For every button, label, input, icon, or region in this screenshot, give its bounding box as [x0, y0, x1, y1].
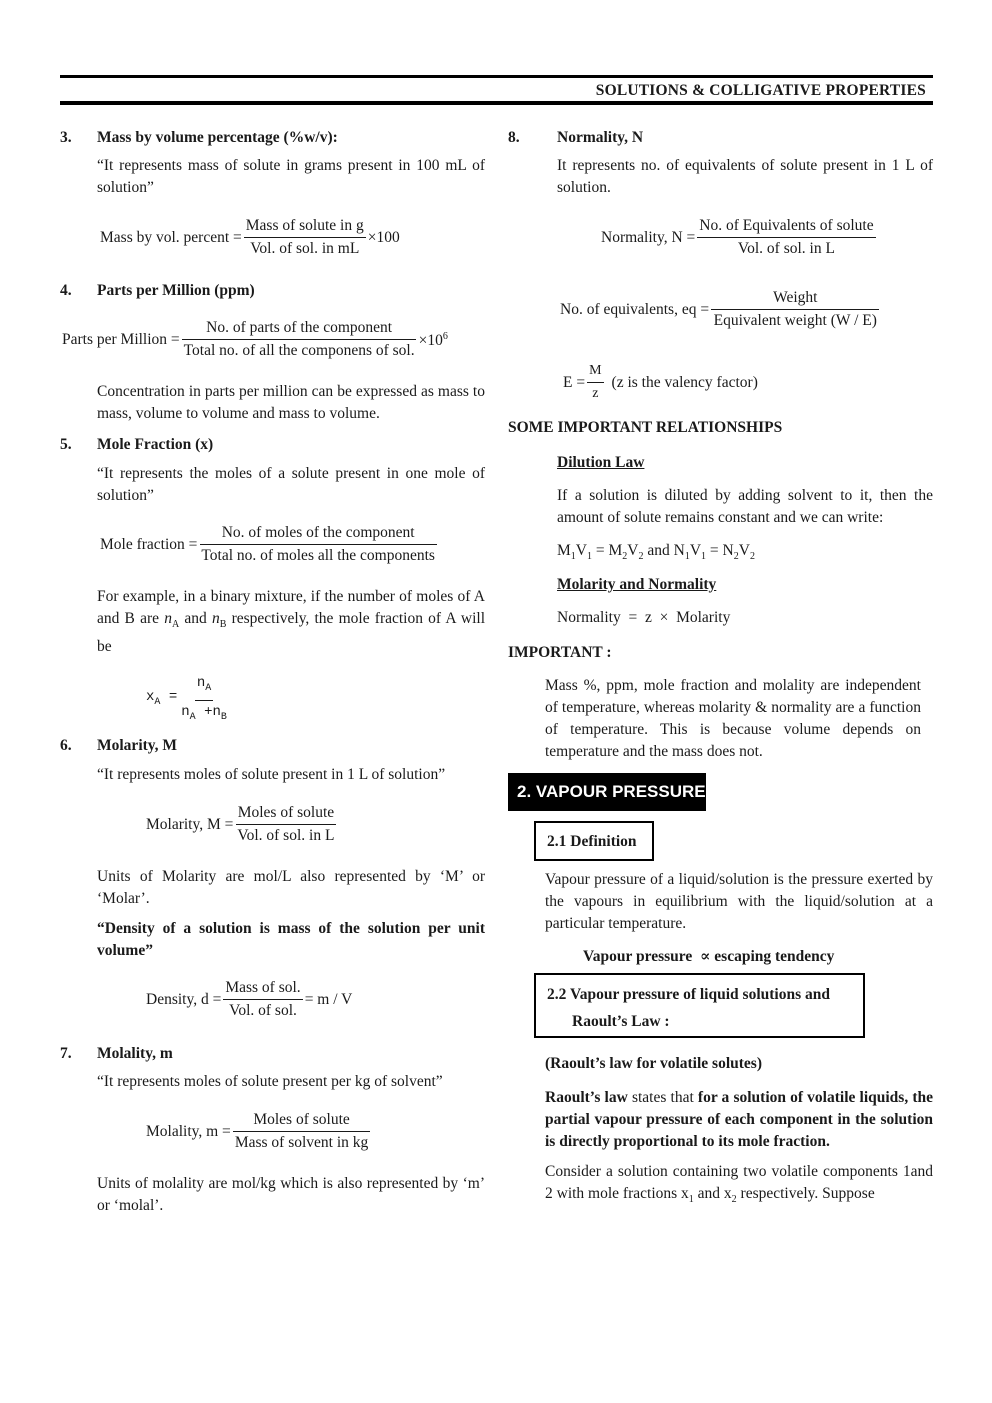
important-heading: IMPORTANT :	[508, 644, 612, 661]
equation-numerator: No. of moles of the component	[200, 523, 437, 545]
equation-fraction	[182, 318, 417, 361]
density-equation	[146, 978, 352, 1021]
section-5-title: Mole Fraction (x)	[97, 436, 214, 453]
equation-lhs: Mass by vol. percent =	[100, 228, 242, 246]
section-3-definition: “It represents mass of solute in grams present in 100 mL of solution”	[97, 157, 485, 196]
equivalents-equation	[560, 288, 881, 331]
section-7-definition: “It represents moles of solute present per kg of solvent”	[97, 1073, 443, 1090]
equation-denominator: Vol. of sol. in mL	[250, 240, 360, 257]
section-4-title: Parts per Million (ppm)	[97, 282, 255, 299]
header-rule-bottom	[60, 101, 933, 105]
molality-units: Units of molality are mol/kg which is also represented by ‘m’ or ‘molal’.	[97, 1175, 485, 1214]
xa-equation	[146, 673, 231, 728]
equation-tail: ×100	[367, 228, 400, 246]
equation-fraction	[179, 673, 229, 728]
equation-denominator: Vol. of sol. in L	[237, 827, 335, 844]
equation-fraction	[199, 523, 437, 566]
section-3-number: 3.	[60, 129, 72, 146]
equation-lhs: Parts per Million =	[62, 330, 180, 348]
mole-fraction-example: For example, in a binary mixture, if the number of moles of A and B are $n_A$ and $n_B$ respectively, the mole fraction of A will be	[97, 588, 486, 656]
raoult-law-box	[534, 973, 865, 1038]
valency-note: (z is the valency factor)	[611, 373, 758, 391]
section-7-title: Molality, m	[97, 1045, 173, 1062]
raoult-subheading: (Raoult’s law for volatile solutes)	[545, 1055, 762, 1072]
mass-by-volume-equation	[100, 216, 400, 259]
equation-numerator: Mass of sol.	[223, 978, 302, 1000]
equation-lhs: E =	[563, 373, 586, 391]
header-rule-top	[60, 75, 933, 78]
equation-fraction	[587, 361, 603, 404]
equation-numerator: $n_A$	[195, 673, 213, 701]
section-5-definition: “It represents the moles of a solute present in one mole of solution”	[97, 465, 485, 504]
ppm-equation	[62, 318, 448, 361]
running-header: SOLUTIONS & COLLIGATIVE PROPERTIES	[595, 82, 926, 99]
section-6-title: Molarity, M	[97, 737, 178, 754]
equation-denominator: Equivalent weight (W / E)	[713, 312, 877, 329]
vapour-pressure-banner: 2. VAPOUR PRESSURE	[508, 773, 706, 811]
section-5-number: 5.	[60, 436, 72, 453]
equation-numerator: M	[587, 361, 603, 383]
equation-tail: = m / V	[304, 990, 353, 1008]
equation-numerator: No. of Equivalents of solute	[697, 216, 875, 238]
equation-numerator: Moles of solute	[236, 803, 336, 825]
definition-box: 2.1 Definition	[534, 821, 654, 861]
equation-lhs: $x_A$ =	[146, 689, 178, 709]
molarity-units: Units of Molarity are mol/L also represented by ‘M’ or ‘Molar’.	[97, 868, 485, 907]
equation-numerator: Weight	[711, 288, 879, 310]
equation-denominator: Total no. of moles all the components	[201, 547, 435, 564]
vapour-pressure-definition: Vapour pressure of a liquid/solution is the pressure exerted by the vapours in equilibrium with the liquid/solution at a particular temperature.	[545, 871, 933, 932]
equation-fraction	[697, 216, 875, 259]
equivalent-weight-equation	[563, 361, 758, 404]
equation-fraction	[235, 803, 336, 846]
equation-lhs: Molarity, M =	[146, 815, 234, 833]
equation-denominator: Vol. of sol.	[229, 1002, 297, 1019]
molarity-equation	[146, 803, 338, 846]
section-8-definition: It represents no. of equivalents of solute present in 1 L of solution.	[557, 157, 933, 196]
equation-lhs: Density, d =	[146, 990, 222, 1008]
equation-fraction	[244, 216, 366, 259]
equation-lhs: No. of equivalents, eq =	[560, 300, 710, 318]
section-8-number: 8.	[508, 129, 520, 146]
equation-denominator: Total no. of all the componens of sol.	[183, 342, 415, 359]
equation-tail: $\times 10^6$	[418, 331, 448, 350]
dilution-law-equation: $M_1V_1 = M_2V_2$ and $N_1V_1 = N_2V_2$	[557, 542, 755, 563]
equation-fraction	[233, 1110, 370, 1153]
equation-denominator: $n_A +n_B$	[181, 703, 227, 723]
section-7-number: 7.	[60, 1045, 72, 1062]
equation-numerator: No. of parts of the component	[182, 318, 416, 340]
raoult-box-line-1: 2.2 Vapour pressure of liquid solutions and	[547, 986, 830, 1003]
equation-numerator: Mass of solute in g	[244, 216, 366, 238]
proportionality-statement: Vapour pressure ∝ escaping tendency	[583, 948, 835, 965]
consider-text: Consider a solution containing two volatile components 1and 2 with mole fractions $x_1$ and $x_2$ respectively. Suppose	[545, 1163, 933, 1206]
raoult-law-statement: Raoult’s law states that for a solution of volatile liquids, the partial vapour pressure of each component in the solution is directly proportional to its mole fraction.	[545, 1089, 934, 1150]
dilution-law-title: Dilution Law	[557, 454, 645, 471]
equation-denominator: z	[592, 386, 599, 401]
section-4-number: 4.	[60, 282, 72, 299]
equation-fraction	[711, 288, 879, 331]
equation-lhs: Molality, m =	[146, 1122, 231, 1140]
equation-denominator: Vol. of sol. in L	[737, 240, 835, 257]
ppm-note: Concentration in parts per million can be expressed as mass to mass, volume to volume and mass to volume.	[97, 383, 485, 422]
raoult-box-line-2: Raoult’s Law :	[572, 1013, 670, 1030]
density-definition: “Density of a solution is mass of the solution per unit volume”	[97, 920, 485, 959]
section-8-title: Normality, N	[557, 129, 644, 146]
equation-denominator: Mass of solvent in kg	[234, 1134, 369, 1151]
section-6-number: 6.	[60, 737, 72, 754]
relationships-heading: SOME IMPORTANT RELATIONSHIPS	[508, 419, 783, 436]
molarity-normality-equation: Normality = z × Molarity	[557, 609, 731, 626]
equation-lhs: Normality, N =	[601, 228, 696, 246]
equation-fraction	[223, 978, 302, 1021]
equation-numerator: Moles of solute	[233, 1110, 369, 1132]
section-6-definition: “It represents moles of solute present in 1 L of solution”	[97, 766, 446, 783]
equation-lhs: Mole fraction =	[100, 535, 198, 553]
mole-fraction-equation	[100, 523, 439, 566]
dilution-law-text: If a solution is diluted by adding solvent to it, then the amount of solute remains constant and we can write:	[557, 487, 933, 526]
molarity-normality-title: Molarity and Normality	[557, 576, 717, 593]
molality-equation	[146, 1110, 372, 1153]
section-3-title: Mass by volume percentage (%w/v):	[97, 129, 338, 146]
normality-equation	[601, 216, 878, 259]
important-text: Mass %, ppm, mole fraction and molality are independent of temperature, whereas molarity & normality are a function of temperature. This is because volume depends on temperature and the mass does not.	[545, 677, 921, 760]
